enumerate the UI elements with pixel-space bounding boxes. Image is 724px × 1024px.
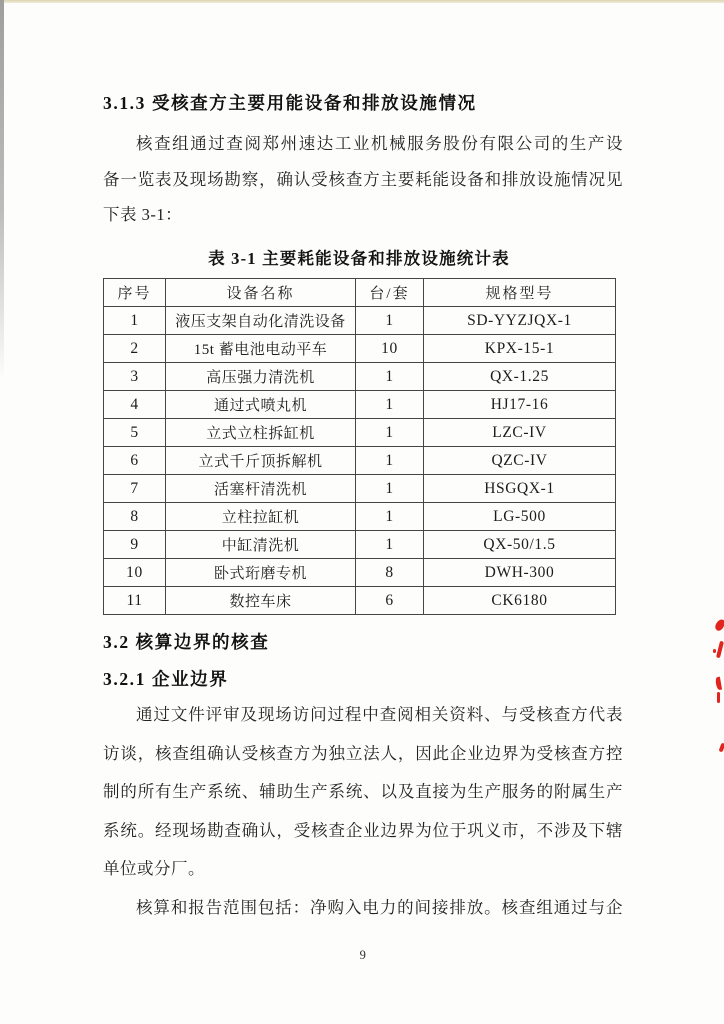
cell-name: 15t 蓄电池电动平车 [166,335,356,363]
cell-qty: 1 [356,307,424,335]
cell-index: 10 [104,559,166,587]
col-header-qty: 台/套 [356,279,424,307]
col-header-name: 设备名称 [166,279,356,307]
section-heading-3-2: 3.2 核算边界的核查 [103,632,270,652]
text-line: 通过文件评审及现场访问过程中查阅相关资料、与受核查方代表 [136,705,623,724]
cell-index: 5 [104,419,166,447]
table-header-row [104,279,616,307]
cell-model: LG-500 [424,503,616,531]
cell-qty: 8 [356,559,424,587]
cell-qty: 1 [356,391,424,419]
table-row [104,559,616,587]
cell-model: KPX-15-1 [424,335,616,363]
table-row [104,419,616,447]
paragraph-equipment-intro [103,126,623,233]
cell-model: LZC-IV [424,419,616,447]
cell-model: HSGQX-1 [424,475,616,503]
text-line: 备一览表及现场勘察，确认受核查方主要耗能设备和排放设施情况见 [103,169,623,189]
table-row [104,391,616,419]
red-stamp-fragment [714,618,724,632]
section-heading-3-1-3: 3.1.3 受核查方主要用能设备和排放设施情况 [103,93,477,113]
cell-name: 卧式珩磨专机 [166,559,356,587]
col-header-model: 规格型号 [424,279,616,307]
cell-index: 6 [104,447,166,475]
cell-model: SD-YYZJQX-1 [424,307,616,335]
red-stamp-fragment [716,641,724,658]
table-row [104,363,616,391]
table-row [104,587,616,615]
cell-name: 立式立柱拆缸机 [166,419,356,447]
cell-qty: 1 [356,531,424,559]
cell-qty: 10 [356,335,424,363]
col-header-index: 序号 [104,279,166,307]
cell-index: 2 [104,335,166,363]
cell-name: 活塞杆清洗机 [166,475,356,503]
cell-name: 立式千斤顶拆解机 [166,447,356,475]
cell-qty: 1 [356,447,424,475]
cell-index: 4 [104,391,166,419]
cell-name: 高压强力清洗机 [166,363,356,391]
text-line: 核查组通过查阅郑州速达工业机械服务股份有限公司的生产设 [136,134,623,153]
cell-name: 通过式喷丸机 [166,391,356,419]
cell-model: HJ17-16 [424,391,616,419]
cell-name: 液压支架自动化清洗设备 [166,307,356,335]
scan-edge-left [0,0,4,380]
cell-name: 中缸清洗机 [166,531,356,559]
cell-qty: 1 [356,503,424,531]
table-row [104,503,616,531]
table-row [104,447,616,475]
cell-index: 3 [104,363,166,391]
cell-model: CK6180 [424,587,616,615]
cell-model: QX-1.25 [424,363,616,391]
text-line: 系统。经现场勘查确认，受核查企业边界为位于巩义市，不涉及下辖 [103,820,623,840]
cell-qty: 1 [356,419,424,447]
cell-name: 立柱拉缸机 [166,503,356,531]
table-row [104,335,616,363]
cell-qty: 1 [356,363,424,391]
text-line: 制的所有生产系统、辅助生产系统、以及直接为生产服务的附属生产 [103,782,623,801]
red-stamp-fragment [713,649,716,653]
cell-index: 9 [104,531,166,559]
paragraph-report-scope [103,889,623,928]
cell-model: DWH-300 [424,559,616,587]
cell-model: QZC-IV [424,447,616,475]
table-row [104,307,616,335]
cell-index: 11 [104,587,166,615]
cell-model: QX-50/1.5 [424,531,616,559]
text-line: 访谈，核查组确认受核查方为独立法人，因此企业边界为受核查方控 [103,743,623,763]
cell-index: 8 [104,503,166,531]
red-stamp-fragment [715,677,722,691]
table-3-1-title: 表 3-1 主要耗能设备和排放设施统计表 [208,249,510,268]
cell-index: 1 [104,307,166,335]
cell-qty: 1 [356,475,424,503]
equipment-table [103,278,616,615]
scan-edge-top [0,0,724,3]
text-line: 下表 3-1： [103,205,183,224]
cell-index: 7 [104,475,166,503]
paragraph-boundary [103,696,623,889]
cell-name: 数控车床 [166,587,356,615]
text-line: 核算和报告范围包括：净购入电力的间接排放。核查组通过与企 [136,898,623,917]
red-stamp-fragment [719,743,724,753]
section-heading-3-2-1: 3.2.1 企业边界 [103,669,229,689]
table-row [104,475,616,503]
red-stamp-fragment [717,692,720,703]
table-row [104,531,616,559]
cell-qty: 6 [356,587,424,615]
text-line: 单位或分厂。 [103,859,205,878]
page-number: 9 [359,948,367,962]
